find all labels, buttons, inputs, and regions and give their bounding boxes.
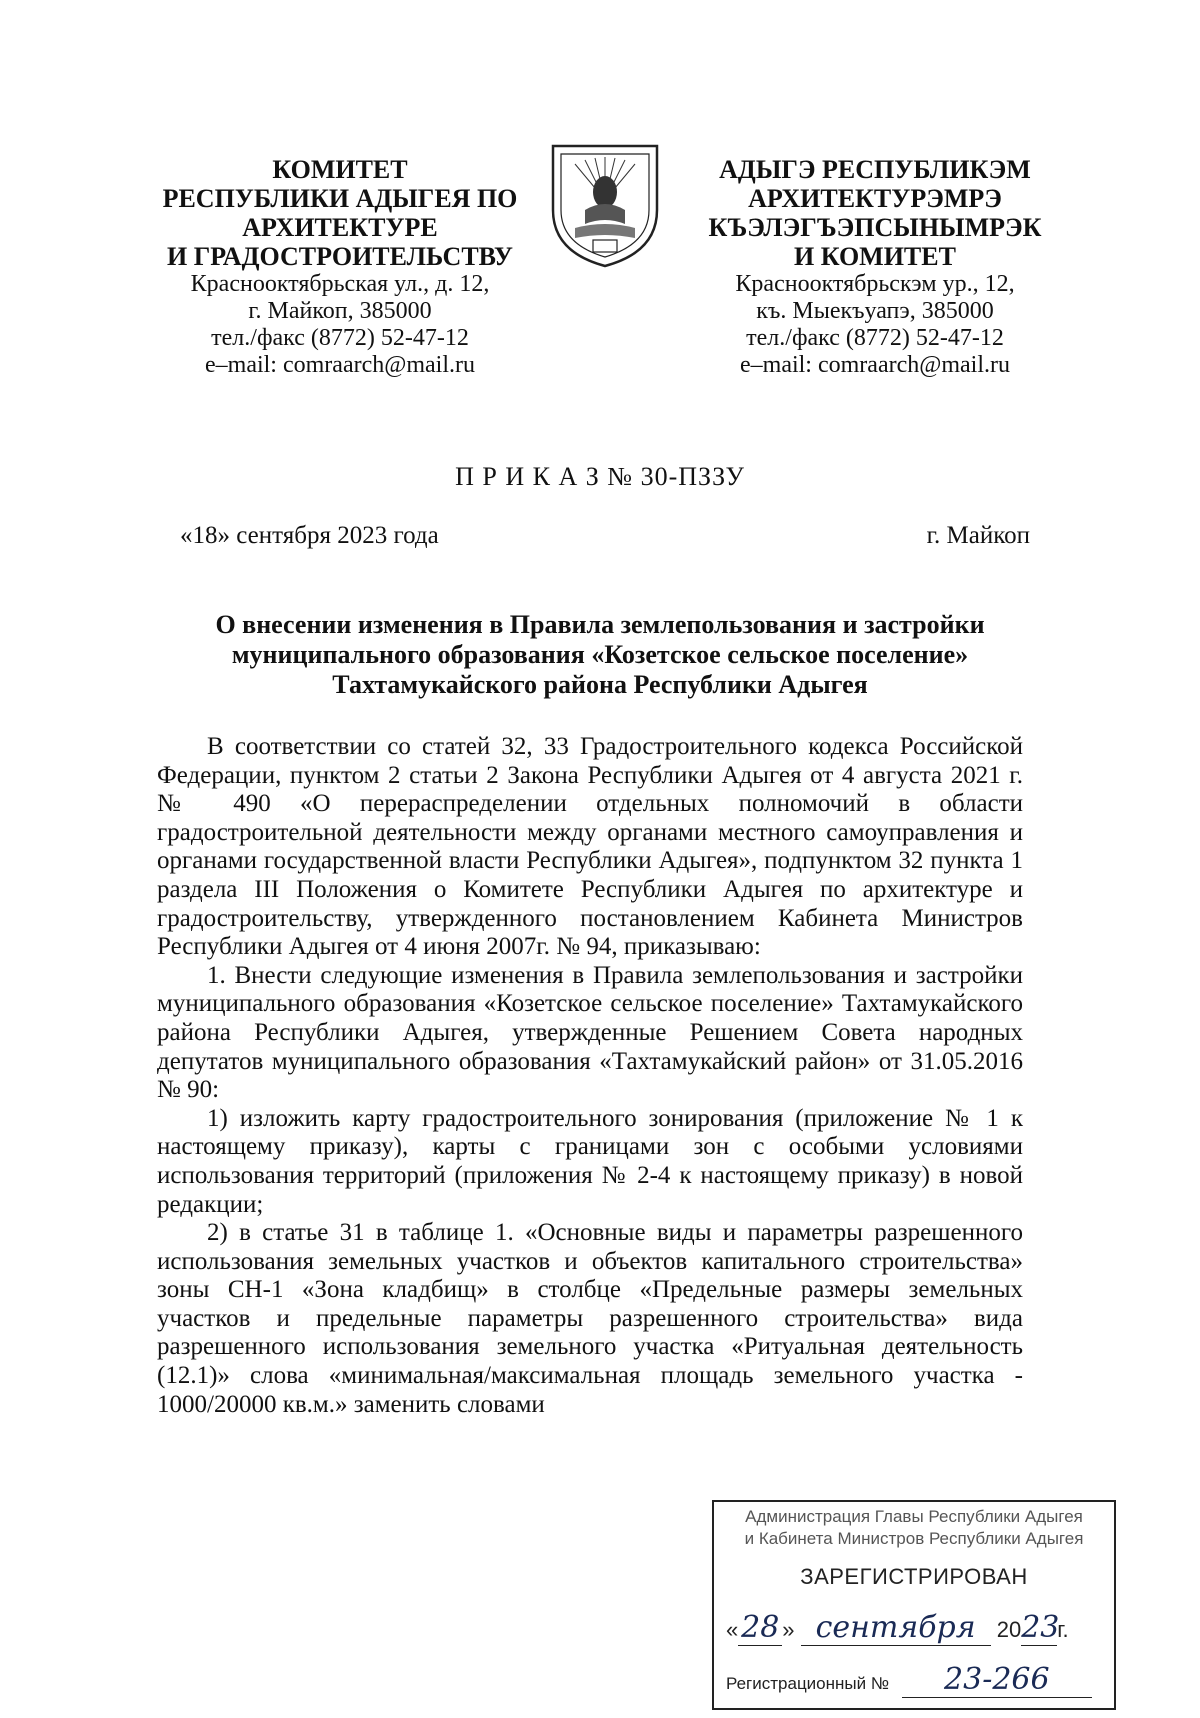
- stamp-authority-line: и Кабинета Министров Республики Адыгея: [744, 1529, 1084, 1548]
- header-right: [690, 155, 1060, 379]
- stamp-year-prefix: 20: [996, 1617, 1022, 1642]
- subject-line: муниципального образования «Козетское сельское поселение»: [231, 640, 969, 669]
- address-line: къ. Мыекъуапэ, 385000: [756, 298, 994, 324]
- org-line: И ГРАДОСТРОИТЕЛЬСТВУ: [166, 242, 513, 271]
- org-line: АДЫГЭ РЕСПУБЛИКЭМ: [719, 155, 1031, 184]
- stamp-reg-label: Регистрационный №: [726, 1674, 890, 1693]
- registration-stamp: [712, 1500, 1116, 1710]
- address-line: e–mail: comraarch@mail.ru: [740, 352, 1010, 378]
- paragraph: 1) изложить карту градостроительного зонирования (приложение № 1 к настоящему приказу), карты с границами зон с особыми условиями использования территорий (приложения № 2-4 к настоящему приказу) в новой редакции;: [157, 1104, 1023, 1218]
- address-line: тел./факс (8772) 52-47-12: [746, 325, 1004, 351]
- org-line: И КОМИТЕТ: [794, 242, 956, 271]
- paragraph: 1. Внести следующие изменения в Правила землепользования и застройки муниципального образования «Козетское сельское поселение» Тахтамукайского района Республики Адыгея, утвержденные Решением Совета народных депутатов муниципального образования «Тахтамукайский район» от 31.05.2016 № 90:: [157, 961, 1023, 1104]
- order-date: «18» сентября 2023 года: [180, 522, 439, 549]
- stamp-title: ЗАРЕГИСТРИРОВАН: [800, 1564, 1028, 1589]
- org-line: КОМИТЕТ: [272, 155, 408, 184]
- stamp-year-suffix: 23: [1021, 1610, 1060, 1645]
- paragraph: В соответствии со статей 32, 33 Градостроительного кодекса Российской Федерации, пунктом 2 статьи 2 Закона Республики Адыгея от 4 августа 2021 г. № 490 «О перераспределении отдельных полномочий в области градостроительной деятельности между органами местного самоуправления и органами государственной власти Республики Адыгея», подпунктом 32 пункта 1 раздела III Положения о Комитете Республики Адыгея по архитектуре и градостроительству, утвержденного постановлением Кабинета Министров Республики Адыгея от 4 июня 2007г. № 94, приказываю:: [157, 733, 1023, 961]
- header-left: [140, 155, 540, 379]
- stamp-date: «28 » сентября 2023г.: [726, 1610, 1069, 1645]
- stamp-authority: [714, 1506, 1114, 1550]
- stamp-day: 28: [738, 1610, 782, 1646]
- order-body: [157, 733, 1023, 1419]
- order-title: П Р И К А З № 30-ПЗЗУ: [455, 462, 745, 491]
- address-line: Краснооктябрьская ул., д. 12,: [190, 271, 490, 297]
- stamp-authority-line: Администрация Главы Республики Адыгея: [745, 1507, 1083, 1526]
- subject-line: О внесении изменения в Правила землепользования и застройки: [215, 610, 985, 639]
- address-line: Краснооктябрьскэм ур., 12,: [735, 271, 1015, 297]
- stamp-month: сентября: [801, 1610, 991, 1646]
- org-line: АРХИТЕКТУРЭМРЭ: [748, 184, 1002, 213]
- address-line: e–mail: comraarch@mail.ru: [205, 352, 475, 378]
- order-city: г. Майкоп: [926, 522, 1030, 549]
- stamp-year-unit: г.: [1057, 1617, 1069, 1642]
- order-subject: [150, 610, 1050, 700]
- address-line: тел./факс (8772) 52-47-12: [211, 325, 469, 351]
- address-line: г. Майкоп, 385000: [248, 298, 432, 324]
- coat-of-arms-icon: [545, 140, 665, 270]
- stamp-registration: [726, 1662, 1102, 1698]
- paragraph: 2) в статье 31 в таблице 1. «Основные виды и параметры разрешенного использования земельных участков и объектов капитального строительства» зоны СН-1 «Зона кладбищ» в столбце «Предельные размеры земельных участков и предельные параметры разрешенного строительства» вида разрешенного использования земельного участка «Ритуальная деятельность (12.1)» слова «минимальная/максимальная площадь земельного участка - 1000/20000 кв.м.» заменить словами: [157, 1219, 1023, 1418]
- org-line: АРХИТЕКТУРЕ: [242, 213, 438, 242]
- stamp-reg-number: 23-266: [902, 1662, 1092, 1698]
- subject-line: Тахтамукайского района Республики Адыгея: [332, 670, 868, 699]
- org-line: РЕСПУБЛИКИ АДЫГЕЯ ПО: [162, 184, 518, 213]
- org-line: КЪЭЛЭГЪЭПСЫНЫМРЭК: [708, 213, 1042, 242]
